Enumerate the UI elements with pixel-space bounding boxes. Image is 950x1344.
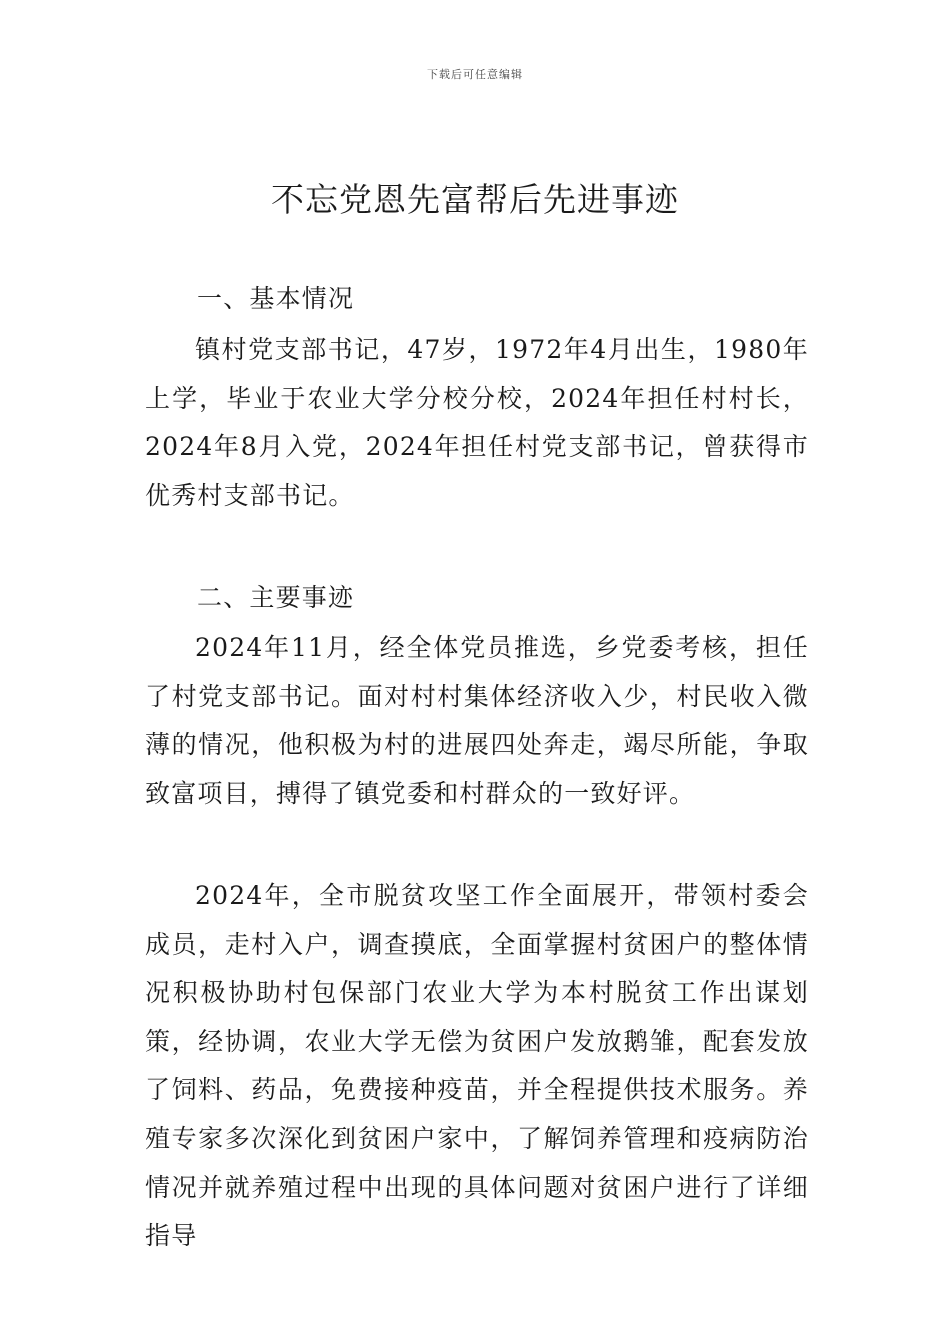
paragraph-basic-info: 镇村党支部书记，47岁，1972年4月出生，1980年上学，毕业于农业大学分校分校，2024年担任村村长，2024年8月入党，2024年担任村党支部书记，曾获得市优秀村支部书记。 bbox=[145, 335, 809, 510]
section-main-deeds-body-2 bbox=[145, 872, 809, 1261]
paragraph-main-deeds-2: 2024年，全市脱贫攻坚工作全面展开，带领村委会成员，走村入户，调查摸底，全面掌握村贫困户的整体情况积极协助村包保部门农业大学为本村脱贫工作出谋划策，经协调，农业大学无偿为贫困户发放鹅雏，配套发放了饲料、药品，免费接种疫苗，并全程提供技术服务。养殖专家多次深化到贫困户家中，了解饲养管理和疫病防治情况并就养殖过程中出现的具体问题对贫困户进行了详细指导 bbox=[145, 881, 809, 1251]
header-note: 下载后可任意编辑 bbox=[427, 68, 523, 81]
section-heading-basic-info: 一、基本情况 bbox=[197, 284, 355, 313]
section-main-deeds-body-1 bbox=[145, 624, 809, 818]
document-title: 不忘党恩先富帮后先进事迹 bbox=[271, 180, 679, 219]
paragraph-main-deeds-1: 2024年11月，经全体党员推选，乡党委考核，担任了村党支部书记。面对村村集体经济收入少，村民收入微薄的情况，他积极为村的进展四处奔走，竭尽所能，争取致富项目，搏得了镇党委和村群众的一致好评。 bbox=[145, 633, 809, 808]
section-basic-info-body bbox=[145, 326, 809, 520]
section-heading-main-deeds: 二、主要事迹 bbox=[197, 583, 355, 612]
